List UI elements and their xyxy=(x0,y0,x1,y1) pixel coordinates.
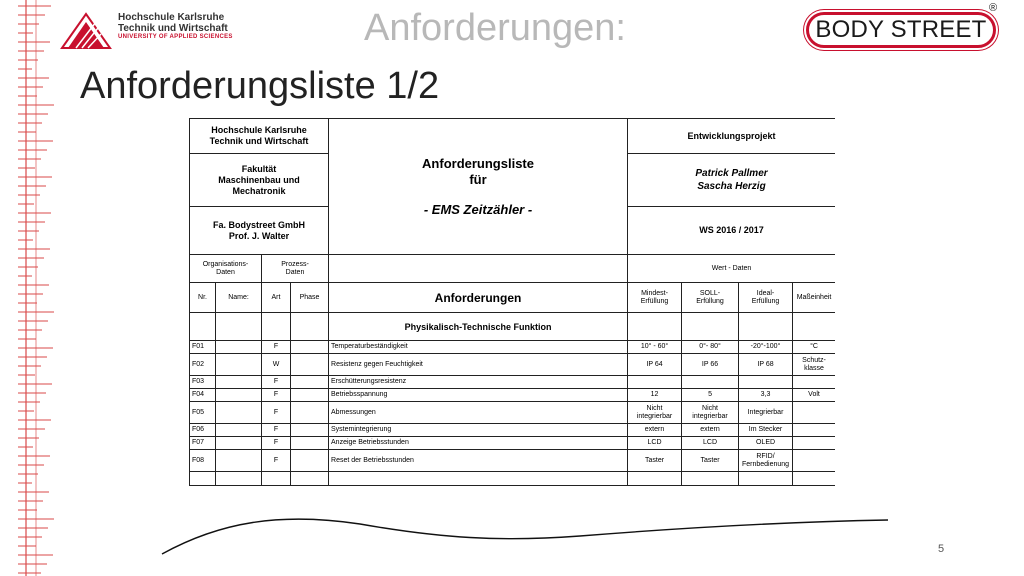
table-row xyxy=(190,354,836,376)
org-data-label: Organisations- Daten xyxy=(190,255,262,283)
cell-unit: Schutz- klasse xyxy=(793,354,835,376)
requirements-table xyxy=(189,118,835,486)
empty-cell xyxy=(262,472,291,486)
col-soll: SOLL- Erfüllung xyxy=(682,283,739,313)
col-min: Mindest- Erfüllung xyxy=(628,283,682,313)
col-unit: Maßeinheit xyxy=(793,283,835,313)
requirements-body xyxy=(190,341,836,472)
cell-min: 10° - 60° xyxy=(628,341,682,354)
cell-name xyxy=(216,354,262,376)
cell-unit xyxy=(793,424,835,437)
cell-req: Reset der Betriebsstunden xyxy=(329,450,628,472)
cell-unit xyxy=(793,437,835,450)
col-nr: Nr. xyxy=(190,283,216,313)
cell-req: Resistenz gegen Feuchtigkeit xyxy=(329,354,628,376)
cell-nr: F03 xyxy=(190,376,216,389)
cell-req: Abmessungen xyxy=(329,402,628,424)
empty-cell xyxy=(216,472,262,486)
body-street-logo xyxy=(806,12,996,48)
cell-unit: °C xyxy=(793,341,835,354)
cell-art: F xyxy=(262,341,291,354)
doc-title-cell xyxy=(329,119,628,255)
col-art: Art xyxy=(262,283,291,313)
empty-cell xyxy=(291,313,329,341)
process-data-label: Prozess- Daten xyxy=(262,255,329,283)
cell-name xyxy=(216,376,262,389)
cell-soll: LCD xyxy=(682,437,739,450)
doc-title: Anforderungsliste für xyxy=(422,155,534,187)
requirements-document xyxy=(189,118,835,515)
hochschule-logo-icon xyxy=(58,8,114,54)
cell-nr: F01 xyxy=(190,341,216,354)
cell-soll: Nicht integrierbar xyxy=(682,402,739,424)
cell-nr: F08 xyxy=(190,450,216,472)
cell-phase xyxy=(291,341,329,354)
cell-art: F xyxy=(262,437,291,450)
page-number: 5 xyxy=(938,543,945,555)
empty-cell xyxy=(262,313,291,341)
cell-req: Systemintegrierung xyxy=(329,424,628,437)
cell-ideal: Im Stecker xyxy=(739,424,793,437)
slide-title-top: Anforderungen: xyxy=(364,7,626,49)
table-row xyxy=(190,450,836,472)
table-row xyxy=(190,376,836,389)
cell-ideal: -20°-100° xyxy=(739,341,793,354)
value-data-label: Wert - Daten xyxy=(628,255,835,283)
logo-line2: Technik und Wirtschaft xyxy=(118,23,228,34)
cell-min xyxy=(628,376,682,389)
col-name: Name: xyxy=(216,283,262,313)
table-row xyxy=(190,402,836,424)
col-anforderungen: Anforderungen xyxy=(329,283,628,313)
cell-name xyxy=(216,402,262,424)
cell-phase xyxy=(291,437,329,450)
cell-nr: F06 xyxy=(190,424,216,437)
cell-min: Nicht integrierbar xyxy=(628,402,682,424)
cell-name xyxy=(216,424,262,437)
cell-name xyxy=(216,341,262,354)
cell-soll: IP 66 xyxy=(682,354,739,376)
cell-soll: 0°- 80° xyxy=(682,341,739,354)
cell-ideal: RFID/ Fernbedienung xyxy=(739,450,793,472)
cell-min: Taster xyxy=(628,450,682,472)
cell-soll: extern xyxy=(682,424,739,437)
org-fakultaet: Fakultät Maschinenbau und Mechatronik xyxy=(190,154,329,207)
left-decorative-lines xyxy=(0,0,60,576)
cell-req: Temperaturbeständigkeit xyxy=(329,341,628,354)
empty-cell xyxy=(216,313,262,341)
empty-cell xyxy=(793,313,835,341)
project-label: Entwicklungsprojekt xyxy=(628,119,835,154)
cell-min: extern xyxy=(628,424,682,437)
author-names: Patrick Pallmer Sascha Herzig xyxy=(628,154,835,207)
col-phase: Phase xyxy=(291,283,329,313)
table-row xyxy=(190,341,836,354)
cell-art: W xyxy=(262,354,291,376)
cell-soll: 5 xyxy=(682,389,739,402)
cell-ideal xyxy=(739,376,793,389)
cell-phase xyxy=(291,402,329,424)
cell-unit xyxy=(793,376,835,389)
university-logo xyxy=(58,8,258,54)
cell-soll xyxy=(682,376,739,389)
cell-art: F xyxy=(262,450,291,472)
empty-cell xyxy=(793,472,835,486)
empty-cell xyxy=(739,472,793,486)
cell-ideal: 3,3 xyxy=(739,389,793,402)
cell-name xyxy=(216,450,262,472)
org-bodystreet: Fa. Bodystreet GmbH Prof. J. Walter xyxy=(190,207,329,255)
table-row xyxy=(190,389,836,402)
cell-req: Betriebsspannung xyxy=(329,389,628,402)
empty-cell xyxy=(190,472,216,486)
empty-cell xyxy=(682,472,739,486)
cell-nr: F04 xyxy=(190,389,216,402)
cell-phase xyxy=(291,450,329,472)
cell-art: F xyxy=(262,376,291,389)
cell-art: F xyxy=(262,424,291,437)
empty-cell xyxy=(190,313,216,341)
cell-unit xyxy=(793,402,835,424)
table-row xyxy=(190,437,836,450)
org-hochschule: Hochschule Karlsruhe Technik und Wirtschaft xyxy=(190,119,329,154)
cell-name xyxy=(216,437,262,450)
empty-cell xyxy=(291,472,329,486)
wavy-line-decoration xyxy=(160,512,890,562)
cell-name xyxy=(216,389,262,402)
cell-unit xyxy=(793,450,835,472)
empty-cell xyxy=(628,472,682,486)
cell-req: Anzeige Betriebsstunden xyxy=(329,437,628,450)
cell-ideal: IP 68 xyxy=(739,354,793,376)
cell-req: Erschütterungsresistenz xyxy=(329,376,628,389)
doc-subtitle: - EMS Zeitzähler - xyxy=(423,201,533,217)
cell-phase xyxy=(291,389,329,402)
cell-nr: F07 xyxy=(190,437,216,450)
cell-nr: F05 xyxy=(190,402,216,424)
cell-art: F xyxy=(262,389,291,402)
cell-soll: Taster xyxy=(682,450,739,472)
col-ideal: Ideal- Erfüllung xyxy=(739,283,793,313)
cell-art: F xyxy=(262,402,291,424)
empty-cell xyxy=(329,255,628,283)
empty-cell xyxy=(329,472,628,486)
cell-ideal: Integrierbar xyxy=(739,402,793,424)
cell-min: 12 xyxy=(628,389,682,402)
registered-mark: ® xyxy=(989,2,998,14)
cell-unit: Volt xyxy=(793,389,835,402)
cell-nr: F02 xyxy=(190,354,216,376)
cell-phase xyxy=(291,376,329,389)
cell-ideal: OLED xyxy=(739,437,793,450)
cell-min: IP 64 xyxy=(628,354,682,376)
logo-line3: UNIVERSITY OF APPLIED SCIENCES xyxy=(118,34,233,40)
cell-min: LCD xyxy=(628,437,682,450)
empty-cell xyxy=(682,313,739,341)
cell-phase xyxy=(291,424,329,437)
brand-text: BODY STREET xyxy=(815,16,987,43)
table-row xyxy=(190,424,836,437)
empty-cell xyxy=(628,313,682,341)
slide-title: Anforderungsliste 1/2 xyxy=(80,65,440,107)
section-heading: Physikalisch-Technische Funktion xyxy=(329,313,628,341)
logo-line1: Hochschule Karlsruhe xyxy=(118,12,225,23)
cell-phase xyxy=(291,354,329,376)
empty-cell xyxy=(739,313,793,341)
semester: WS 2016 / 2017 xyxy=(628,207,835,255)
